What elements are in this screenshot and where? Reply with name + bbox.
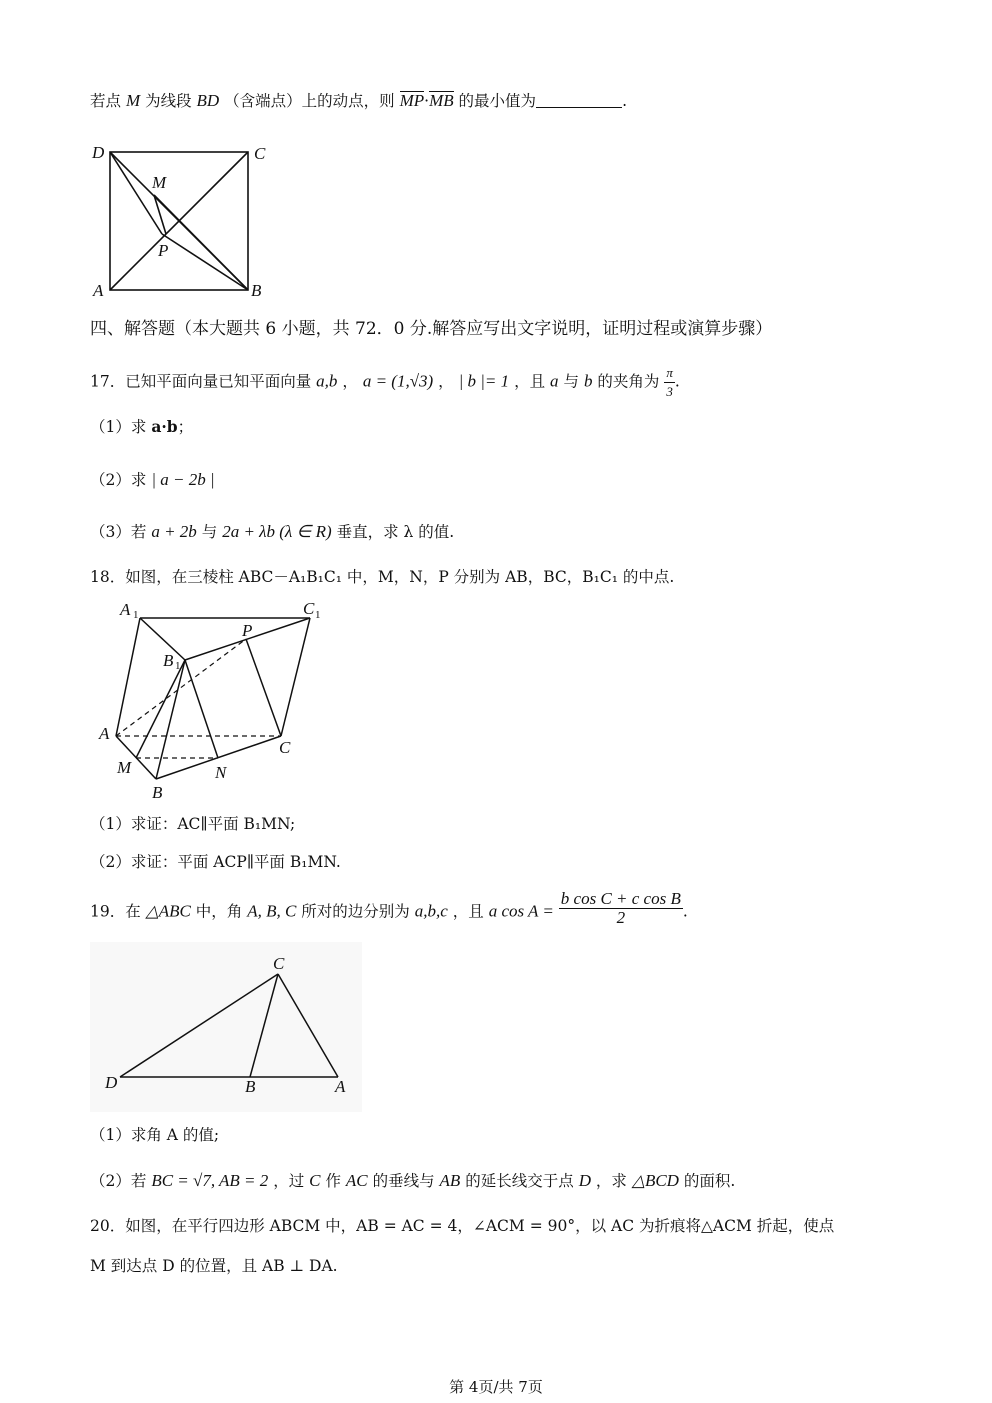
label-b: B [245,1077,256,1096]
svg-text:1: 1 [175,660,181,672]
label-d: D [92,143,105,162]
fraction: $\frac{\text{b cos C + c cos B}}{2}$ [560,889,681,927]
label-c: C [254,144,266,163]
label-m: M [117,758,132,777]
figure-triangle [90,942,362,1112]
q16-tail-line: 若点 M 为线段 BD （含端点）上的动点，则 MP·MB 的最小值为 . [90,91,627,110]
label-a: A [99,724,110,743]
q17-part3: （3）若 a + 2b 与 2a + λb (λ ∈ R) 垂直，求 λ 的值. [90,522,455,541]
q18-part2: （2）求证：平面 ACP∥平面 B₁MN. [90,853,341,871]
label-d: D [105,1073,118,1092]
figure-prism [96,596,356,806]
svg-text:1: 1 [133,609,139,621]
segment-bd: BD [196,91,220,110]
label-a: A [335,1077,346,1096]
label-c: C [273,954,285,973]
answer-blank [536,93,622,108]
page-footer: 第 4页/共 7页 [449,1378,543,1396]
label-m: M [152,173,167,192]
q20-line2: M 到达点 D 的位置，且 AB ⊥ DA. [90,1257,338,1275]
label-a: A [93,281,104,300]
q19-part2: （2）若 BC = √7, AB = 2 ，过 C 作 AC 的垂线与 AB 的延长线交于点 D ，求 △BCD 的面积. [90,1171,736,1190]
pi-over-3: $\frac{\pi}{3}$ [666,365,673,399]
label-p: P [242,621,253,640]
label-n: N [215,763,227,782]
q17-stem: 17．已知平面向量已知平面向量 a,b ， a = (1,√3) ， | b |= 1 ，且 a 与 b 的夹角为 $\frac{\pi}{3}$ . [90,365,680,399]
label-b1: B [163,651,174,670]
q18-part1: （1）求证：AC∥平面 B₁MN; [90,815,296,833]
label-a1: A [120,600,131,619]
label-b: B [152,783,163,802]
svg-text:1: 1 [315,609,321,621]
label-c: C [279,738,291,757]
q18-stem: 18．如图，在三棱柱 ABC－A₁B₁C₁ 中，M，N，P 分别为 AB，BC，B₁C₁ 的中点. [90,568,675,586]
vector-mp: MP [399,91,425,110]
label-p: P [158,241,169,260]
label-b: B [251,281,262,300]
q17-part2: （2）求 | a − 2b | [90,470,215,489]
point-m: M [125,91,141,110]
q19-part1: （1）求角 A 的值; [90,1126,220,1144]
q20-line1: 20．如图，在平行四边形 ABCM 中，AB = AC = 4，∠ACM = 90°，以 AC 为折痕将△ACM 折起，使点 [90,1217,835,1235]
label-c1: C [303,599,315,618]
q17-part1: （1）求 a·b； [90,417,194,436]
figure-square [88,138,278,303]
section-heading: 四、解答题（本大题共 6 小题，共 72．0 分.解答应写出文字说明，证明过程或演算步骤） [90,319,773,339]
q19-stem: 19．在 △ABC 中，角 A, B, C 所对的边分别为 a,b,c ，且 a cos A = $\frac{\text{b cos C + c cos B}}{2}$ . [90,889,688,927]
vector-mb: MB [429,91,454,110]
